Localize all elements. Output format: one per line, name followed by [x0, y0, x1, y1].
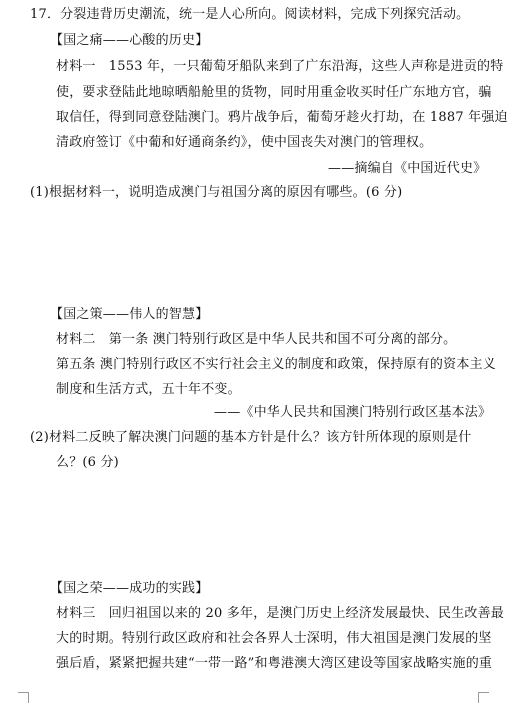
question2-line: (2)材料二反映了解决澳门问题的基本方针是什么？该方针所体现的原则是什 — [30, 430, 472, 445]
material3-line: 强后盾，紧紧把握共建“一带一路”和粤港澳大湾区建设等国家战略实施的重 — [56, 656, 493, 671]
page-margin-corner-mark — [18, 692, 29, 703]
section1-heading: 【国之痛——心酸的历史】 — [50, 33, 209, 48]
question-title: 17．分裂违背历史潮流，统一是人心所向。阅读材料，完成下列探究活动。 — [30, 7, 470, 22]
material2-line: 第五条 澳门特别行政区不实行社会主义的制度和政策，保持原有的资本主义 — [56, 357, 496, 372]
material2-source: ——《中华人民共和国澳门特别行政区基本法》 — [214, 405, 492, 420]
section2-heading: 【国之策——伟人的智慧】 — [50, 307, 209, 322]
question1: (1)根据材料一，说明造成澳门与祖国分离的原因有哪些。(6 分) — [30, 185, 403, 200]
page-margin-corner-mark — [478, 692, 489, 703]
material1-line: 材料一 1553 年，一只葡萄牙船队来到了广东沿海，这些人声称是进贡的特 — [56, 59, 504, 74]
material2-line: 制度和生活方式，五十年不变。 — [56, 382, 241, 397]
material3-line: 大的时期。特别行政区政府和社会各界人士深明，伟大祖国是澳门发展的坚 — [56, 631, 492, 646]
material1-line: 清政府签订《中葡和好通商条约》，使中国丧失对澳门的管理权。 — [56, 135, 433, 150]
material1-line: 取信任，得到同意登陆澳门。鸦片战争后，葡萄牙趁火打劫，在 1887 年强迫 — [56, 110, 508, 125]
material1-line: 使，要求登陆此地晾晒船舱里的货物，同时用重金收买时任广东地方官，骗 — [56, 85, 492, 100]
material3-line: 材料三 回归祖国以来的 20 多年，是澳门历史上经济发展最快、民生改善最 — [56, 606, 505, 621]
material2-line: 材料二 第一条 澳门特别行政区是中华人民共和国不可分离的部分。 — [56, 332, 457, 347]
section3-heading: 【国之荣——成功的实践】 — [50, 581, 209, 596]
question2-line: 么？(6 分) — [56, 455, 119, 470]
material1-source: ——摘编自《中国近代史》 — [328, 161, 487, 176]
